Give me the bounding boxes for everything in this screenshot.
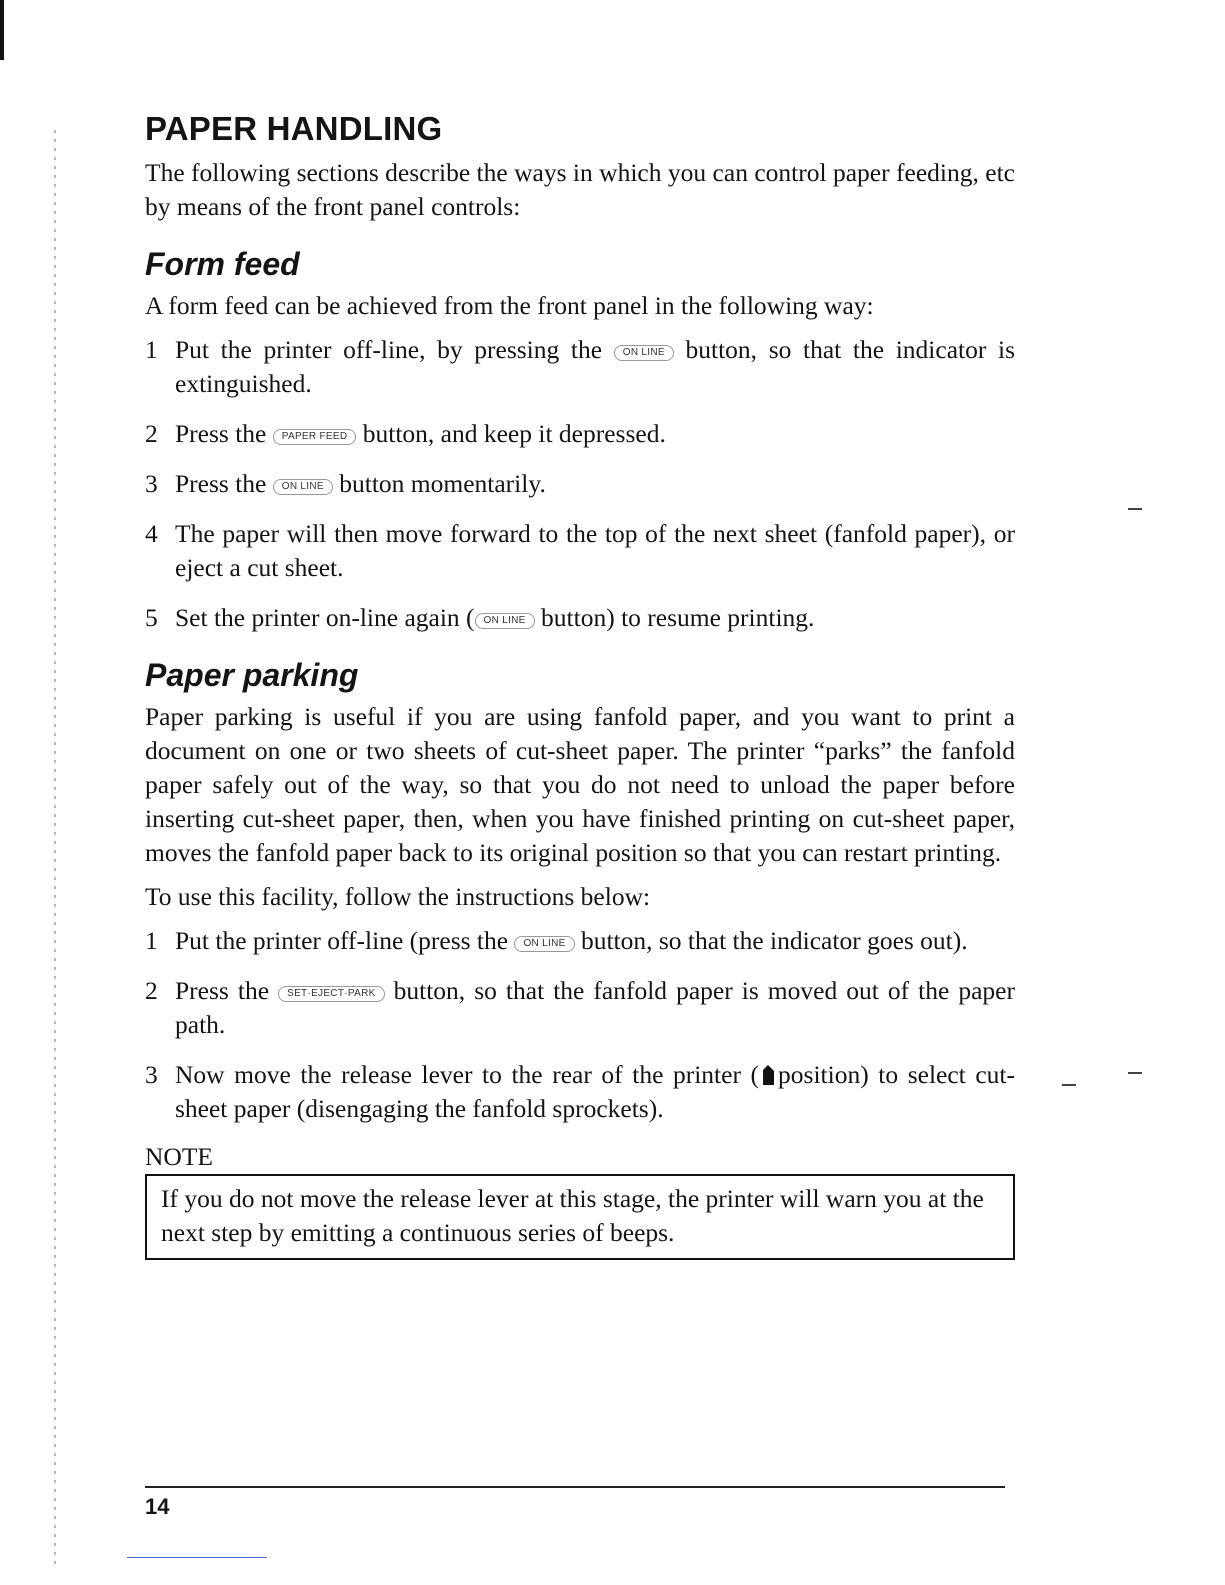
form-feed-step	[145, 417, 1015, 451]
online-button-icon: ON LINE	[273, 479, 333, 495]
form-feed-step	[145, 333, 1015, 401]
step-text: The paper will then move forward to the top of the next sheet (fanfold paper), or eject a cut sheet.	[175, 519, 1015, 582]
note-text: If you do not move the release lever at this stage, the printer will warn you at the next step by emitting a continuous series of beeps.	[161, 1184, 984, 1247]
form-feed-step	[145, 601, 1015, 635]
step-text: Now move the release lever to the rear of the printer (	[175, 1060, 760, 1089]
intro-paragraph: The following sections describe the ways in which you can control paper feeding, etc by means of the front panel controls:	[145, 158, 1015, 221]
paper-parking-steps	[145, 924, 1015, 1126]
scan-shadow	[54, 130, 56, 1570]
step-text: Set the printer on-line again (	[175, 603, 475, 632]
step-text: button momentarily.	[339, 469, 546, 498]
lever-rear-icon	[763, 1065, 774, 1085]
form-feed-steps	[145, 333, 1015, 635]
note-box	[145, 1174, 1015, 1260]
step-number: 5	[145, 603, 158, 632]
step-text: button, so that the fanfold paper is moved out of the paper path.	[175, 976, 1015, 1039]
step-number: 1	[145, 926, 158, 955]
step-text: button) to resume printing.	[541, 603, 815, 632]
section-title: PAPER HANDLING	[145, 110, 443, 147]
footer-rule	[145, 1486, 1005, 1488]
scan-edge	[0, 0, 4, 60]
step-number: 3	[145, 1060, 158, 1089]
paper-parking-lead: To use this facility, follow the instructions below:	[145, 882, 651, 911]
page-content	[145, 110, 1015, 1260]
scan-underline	[127, 1557, 267, 1558]
step-text: Put the printer off-line, by pressing the	[175, 335, 603, 364]
paper-parking-heading: Paper parking	[145, 657, 359, 693]
paper-parking-step	[145, 924, 1015, 958]
paper-feed-button-icon: PAPER FEED	[273, 429, 357, 445]
form-feed-lead: A form feed can be achieved from the front panel in the following way:	[145, 291, 874, 320]
set-eject-park-button-icon: SET·EJECT·PARK	[278, 986, 384, 1002]
note-label: NOTE	[145, 1142, 213, 1171]
step-text: Press the	[175, 469, 267, 498]
form-feed-heading: Form feed	[145, 246, 300, 282]
online-button-icon: ON LINE	[614, 345, 674, 361]
step-number: 4	[145, 519, 158, 548]
form-feed-step	[145, 467, 1015, 501]
paper-parking-step	[145, 1058, 1015, 1126]
step-text: Press the	[175, 419, 267, 448]
step-number: 2	[145, 976, 158, 1005]
step-text: button, and keep it depressed.	[362, 419, 666, 448]
step-number: 3	[145, 469, 158, 498]
paper-parking-step	[145, 974, 1015, 1042]
online-button-icon: ON LINE	[475, 613, 535, 629]
step-text: Put the printer off-line (press the	[175, 926, 509, 955]
step-text: button, so that the indicator goes out).	[580, 926, 968, 955]
step-text: position) to select cut-sheet paper (disengaging the fanfold sprockets).	[175, 1060, 1015, 1123]
page-number: 14	[145, 1494, 170, 1519]
step-text: button, so that the indicator is extinguished.	[175, 335, 1016, 398]
step-number: 1	[145, 335, 158, 364]
form-feed-step	[145, 517, 1015, 585]
online-button-icon: ON LINE	[514, 936, 574, 952]
step-number: 2	[145, 419, 158, 448]
paper-parking-paragraph: Paper parking is useful if you are using fanfold paper, and you want to print a document on one or two sheets of cut-sheet paper. The printer “parks” the fanfold paper safely out of the way, so that you do not need to unload the paper before inserting cut-sheet paper, then, when you have finished printing on cut-sheet paper, moves the fanfold paper back to its original position so that you can restart printing.	[145, 702, 1015, 867]
step-text: Press the	[175, 976, 270, 1005]
